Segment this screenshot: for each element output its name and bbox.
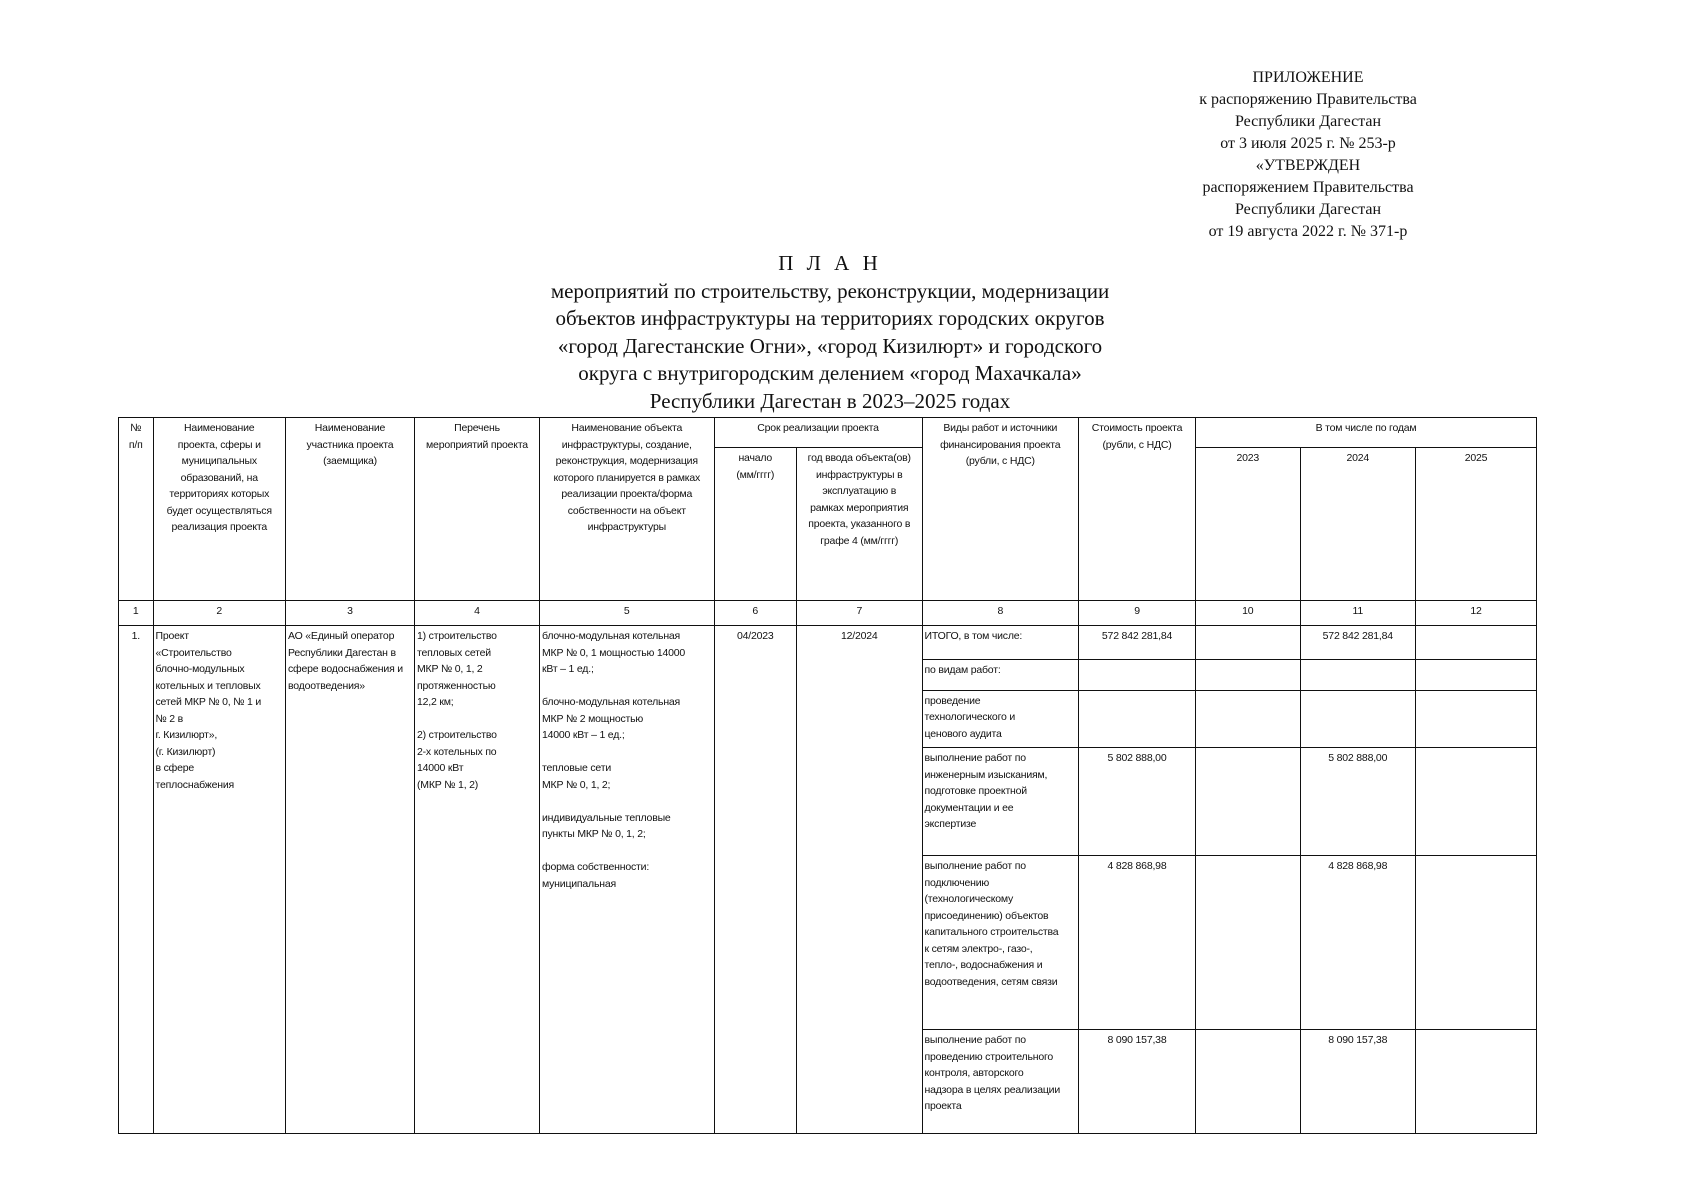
th-object: Наименование объекта инфраструктуры, создание, реконструкция, модернизация которого планируется в рамках реализации проекта/форма собственности на объект инфраструктуры xyxy=(540,418,715,601)
works-year-2025-cell xyxy=(1416,748,1537,856)
works-type-cell: выполнение работ по подключению (технологическому присоединению) объектов капитального строительства к сетям электро-, газо-, тепло-, водоснабжения и водоотведения, сетям связи xyxy=(922,856,1079,1030)
th-year-2025: 2025 xyxy=(1416,448,1537,601)
works-year-2024-cell xyxy=(1300,660,1416,691)
participant-cell: АО «Единый оператор Республики Дагестан в сфере водоснабжения и водоотведения» xyxy=(286,626,415,1134)
works-cost-cell: 572 842 281,84 xyxy=(1079,626,1196,660)
works-year-2023-cell xyxy=(1196,626,1301,660)
column-number: 10 xyxy=(1196,601,1301,626)
th-year-2024: 2024 xyxy=(1300,448,1416,601)
works-cost-cell: 4 828 868,98 xyxy=(1079,856,1196,1030)
works-type-cell: проведение технологического и ценового аудита xyxy=(922,690,1079,748)
appendix-block xyxy=(1148,67,1468,243)
works-cost-cell: 5 802 888,00 xyxy=(1079,748,1196,856)
works-year-2025-cell xyxy=(1416,690,1537,748)
works-cost-cell xyxy=(1079,690,1196,748)
th-years: В том числе по годам xyxy=(1196,418,1537,448)
works-type-cell: выполнение работ по инженерным изысканиям, подготовке проектной документации и ее экспертизе xyxy=(922,748,1079,856)
document-title xyxy=(430,250,1230,415)
column-number: 5 xyxy=(540,601,715,626)
works-year-2023-cell xyxy=(1196,690,1301,748)
works-type-cell: выполнение работ по проведению строительного контроля, авторского надзора в целях реализации проекта xyxy=(922,1030,1079,1134)
works-year-2024-cell: 572 842 281,84 xyxy=(1300,626,1416,660)
th-participant: Наименование участника проекта (заемщика) xyxy=(286,418,415,601)
title-line: объектов инфраструктуры на территориях городских округов xyxy=(555,306,1105,330)
commissioning-date-cell: 12/2024 xyxy=(797,626,923,1134)
column-number-row xyxy=(119,601,1537,626)
column-number: 11 xyxy=(1300,601,1416,626)
objects-cell: блочно-модульная котельная МКР № 0, 1 мощностью 14000 кВт – 1 ед.; блочно-модульная котельная МКР № 2 мощностью 14000 кВт – 1 ед.; тепловые сети МКР № 0, 1, 2; индивидуальные тепловые пункты МКР № 0, 1, 2; форма собственности: муниципальная xyxy=(540,626,715,1134)
approval-title: «УТВЕРЖДЕН xyxy=(1255,157,1361,174)
works-type-cell: ИТОГО, в том числе: xyxy=(922,626,1079,660)
appendix-title: ПРИЛОЖЕНИЕ xyxy=(1252,69,1364,86)
works-year-2024-cell: 8 090 157,38 xyxy=(1300,1030,1416,1134)
th-activities: Перечень мероприятий проекта xyxy=(415,418,540,601)
activities-cell: 1) строительство тепловых сетей МКР № 0, 1, 2 протяженностью 12,2 км; 2) строительство 2-х котельных по 14000 кВт (МКР № 1, 2) xyxy=(415,626,540,1134)
appendix-line: Республики Дагестан xyxy=(1234,113,1382,130)
row-number-cell: 1. xyxy=(119,626,154,1134)
th-period: Срок реализации проекта xyxy=(714,418,922,448)
th-commissioning: год ввода объекта(ов) инфраструктуры в эксплуатацию в рамках мероприятия проекта, указанного в графе 4 (мм/гггг) xyxy=(797,448,923,601)
works-year-2024-cell: 4 828 868,98 xyxy=(1300,856,1416,1030)
column-number: 1 xyxy=(119,601,154,626)
project-cell: Проект «Строительство блочно-модульных котельных и тепловых сетей МКР № 0, № 1 и № 2 в г. Кизилюрт», (г. Кизилюрт) в сфере теплоснабжения xyxy=(153,626,286,1134)
appendix-line: от 3 июля 2025 г. № 253-р xyxy=(1220,135,1396,152)
works-year-2024-cell xyxy=(1300,690,1416,748)
works-year-2023-cell xyxy=(1196,748,1301,856)
works-year-2023-cell xyxy=(1196,660,1301,691)
header-row xyxy=(119,418,1537,448)
table-row xyxy=(119,626,1537,660)
works-year-2024-cell: 5 802 888,00 xyxy=(1300,748,1416,856)
column-number: 12 xyxy=(1416,601,1537,626)
th-works: Виды работ и источники финансирования проекта (рубли, с НДС) xyxy=(922,418,1079,601)
works-year-2025-cell xyxy=(1416,626,1537,660)
column-number: 6 xyxy=(714,601,797,626)
column-number: 3 xyxy=(286,601,415,626)
works-year-2023-cell xyxy=(1196,1030,1301,1134)
works-cost-cell: 8 090 157,38 xyxy=(1079,1030,1196,1134)
approval-line: распоряжением Правительства xyxy=(1202,179,1414,196)
column-number: 2 xyxy=(153,601,286,626)
column-number: 4 xyxy=(415,601,540,626)
title-line: Республики Дагестан в 2023–2025 годах xyxy=(649,388,1011,413)
plan-table xyxy=(118,417,1537,1134)
th-project: Наименование проекта, сферы и муниципальных образований, на территориях которых будет осуществляться реализация проекта xyxy=(153,418,286,601)
works-type-cell: по видам работ: xyxy=(922,660,1079,691)
title-line: мероприятий по строительству, реконструкции, модернизации xyxy=(550,278,1110,303)
approval-line: Республики Дагестан xyxy=(1234,201,1382,218)
th-cost: Стоимость проекта (рубли, с НДС) xyxy=(1079,418,1196,601)
column-number: 8 xyxy=(922,601,1079,626)
appendix-line: к распоряжению Правительства xyxy=(1199,91,1417,108)
th-number: № п/п xyxy=(119,418,154,601)
works-year-2023-cell xyxy=(1196,856,1301,1030)
th-start: начало (мм/гггг) xyxy=(714,448,797,601)
works-year-2025-cell xyxy=(1416,1030,1537,1134)
works-year-2025-cell xyxy=(1416,660,1537,691)
title-line: «город Дагестанские Огни», «город Кизилюрт» и городского xyxy=(557,333,1103,358)
column-number: 9 xyxy=(1079,601,1196,626)
th-year-2023: 2023 xyxy=(1196,448,1301,601)
works-year-2025-cell xyxy=(1416,856,1537,1030)
start-date-cell: 04/2023 xyxy=(714,626,797,1134)
title-heading: П Л А Н xyxy=(778,251,882,275)
works-cost-cell xyxy=(1079,660,1196,691)
title-line: округа с внутригородским делением «город Махачкала» xyxy=(578,361,1082,385)
approval-line: от 19 августа 2022 г. № 371-р xyxy=(1208,223,1408,240)
column-number: 7 xyxy=(797,601,923,626)
